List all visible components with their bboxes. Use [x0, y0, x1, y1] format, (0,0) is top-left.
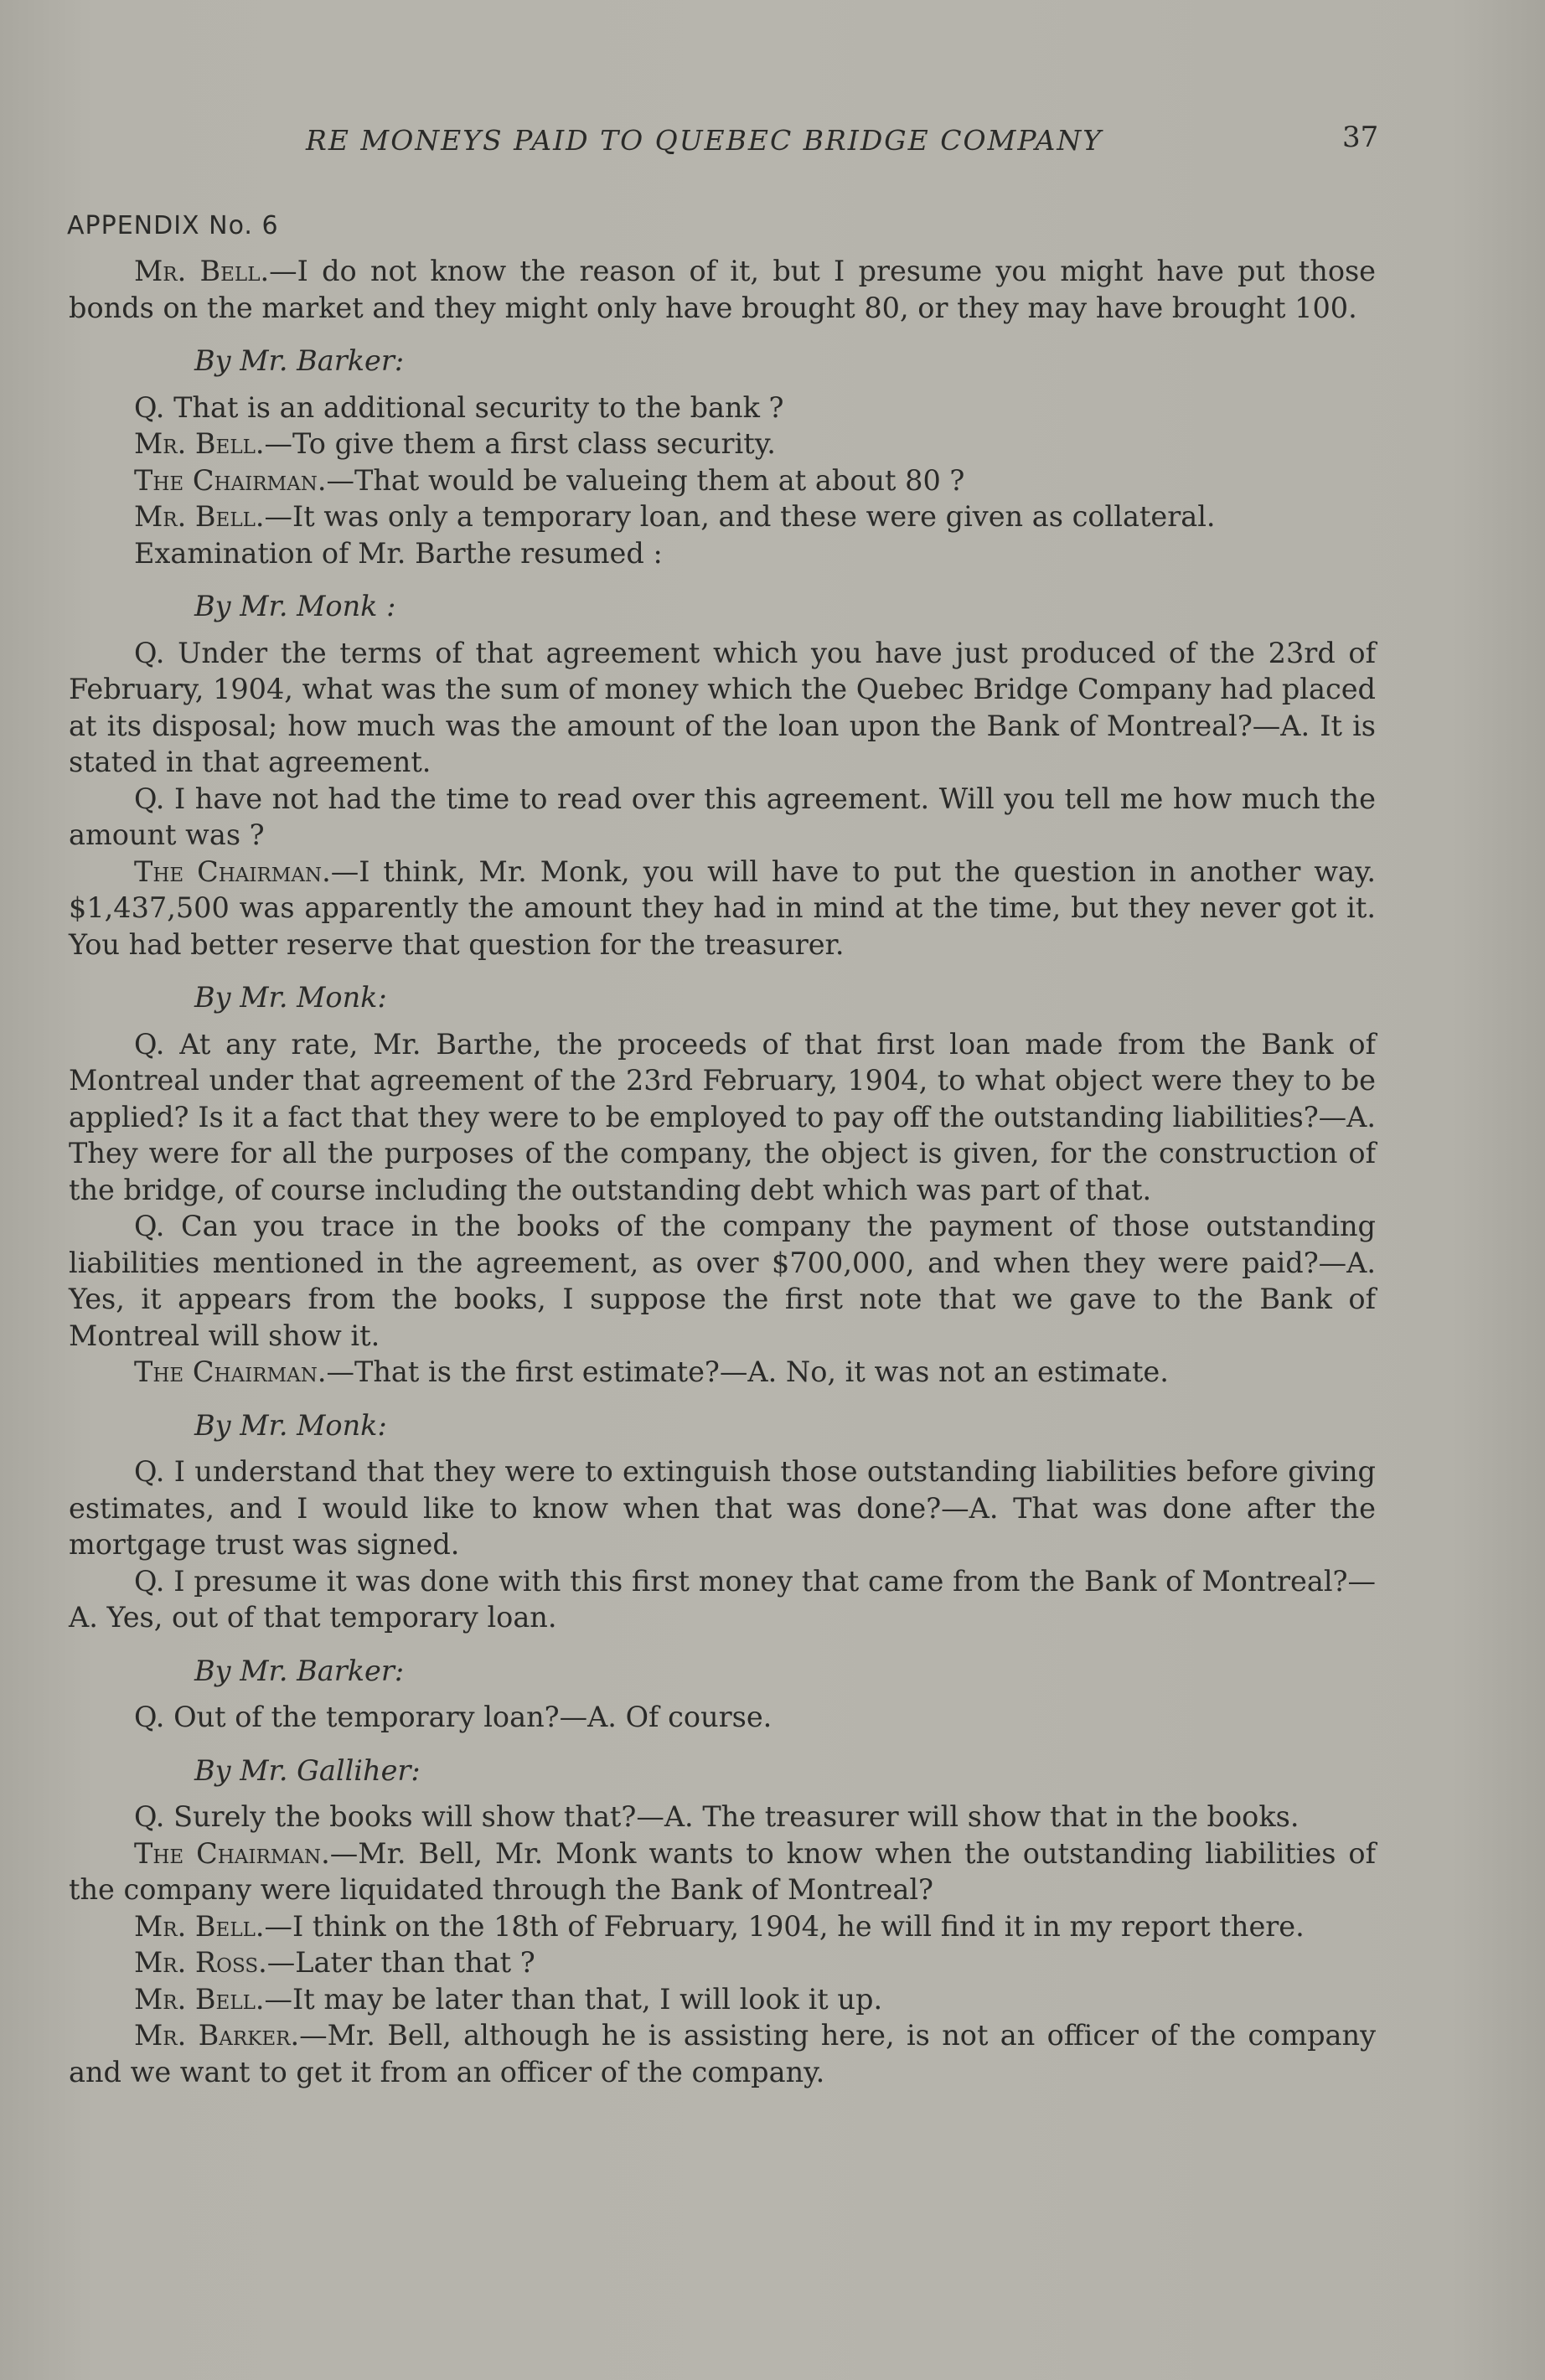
speaker-name: Mr. Bell. [134, 1909, 265, 1943]
examiner-byline: By Mr. Barker: [194, 344, 405, 377]
page-number: 37 [1342, 121, 1379, 154]
testimony-paragraph [69, 1354, 1376, 1391]
testimony-paragraph [69, 1908, 1376, 1945]
examiner-byline: By Mr. Monk: [194, 981, 387, 1014]
testimony-paragraph [69, 1208, 1376, 1354]
paragraph-text: —That is the first estimate?—A. No, it was not an estimate. [326, 1355, 1169, 1388]
speaker-name: Mr. Bell. [134, 500, 265, 533]
testimony-paragraph [69, 1835, 1376, 1908]
examiner-byline: By Mr. Galliher: [194, 1753, 421, 1787]
testimony-paragraph [69, 535, 1376, 572]
document-body [69, 253, 1376, 2090]
testimony-paragraph [69, 1563, 1376, 1636]
paragraph-text: Q. I presume it was done with this first money that came from the Bank of Montreal?—A. Yes, out of that temporary loan. [69, 1564, 1376, 1634]
testimony-paragraph [69, 1944, 1376, 1981]
examiner-byline: By Mr. Monk: [194, 1408, 387, 1442]
paragraph-text: —Mr. Bell, although he is assisting here, is not an officer of the company and we want to get it from an officer of the company. [69, 2019, 1377, 2088]
testimony-paragraph [69, 781, 1376, 854]
examiner-byline: By Mr. Monk : [194, 590, 396, 622]
page-header [0, 121, 1545, 166]
paragraph-text: —I think, Mr. Monk, you will have to put the question in another way. $1,437,500 was apparently the amount they had in mind at the time, but they never got it. You had better reserve that question for the treasurer. [69, 854, 1377, 961]
paragraph-text: —It was only a temporary loan, and these were given as collateral. [264, 500, 1216, 533]
paragraph-text: Q. I have not had the time to read over this agreement. Will you tell me how much the amount was ? [69, 782, 1376, 851]
speaker-name: Mr. Ross. [134, 1946, 267, 1979]
paragraph-text: —Mr. Bell, Mr. Monk wants to know when the outstanding liabilities of the company were liquidated through the Bank of Montreal? [69, 1836, 1376, 1906]
speaker-name: The Chairman. [134, 854, 331, 888]
examiner-byline: By Mr. Barker: [194, 1654, 405, 1687]
paragraph-text: —That would be valueing them at about 80 ? [326, 463, 965, 497]
testimony-paragraph [69, 854, 1376, 963]
speaker-name: Mr. Bell. [134, 427, 265, 460]
speaker-name: The Chairman. [134, 463, 327, 497]
testimony-paragraph [69, 253, 1376, 326]
testimony-paragraph [69, 498, 1376, 535]
testimony-paragraph [69, 2017, 1376, 2090]
testimony-paragraph [69, 1026, 1376, 1209]
speaker-name: Mr. Bell. [134, 255, 270, 287]
testimony-paragraph [69, 635, 1376, 781]
paragraph-text: Q. Surely the books will show that?—A. The treasurer will show that in the books. [134, 1800, 1300, 1833]
paragraph-text: Q. Can you trace in the books of the company the payment of those outstanding liabilities mentioned in the agreement, as over $700,000, and when they were paid?—A. Yes, it appears from the books, I suppose the first note that we gave to the Bank of Montreal will show it. [69, 1210, 1376, 1352]
testimony-paragraph [69, 1799, 1376, 1835]
running-head: RE MONEYS PAID TO QUEBEC BRIDGE COMPANY [306, 124, 1103, 157]
speaker-name: The Chairman. [134, 1355, 327, 1388]
testimony-paragraph [69, 1981, 1376, 2018]
testimony-paragraph [69, 390, 1376, 426]
paragraph-text: Q. I understand that they were to extinguish those outstanding liabilities before giving estimates, and I would like to know when that was done?—A. That was done after the mortgage trust was signed. [69, 1455, 1376, 1561]
paragraph-text: Q. Under the terms of that agreement which you have just produced of the 23rd of February, 1904, what was the sum of money which the Quebec Bridge Company had placed at its disposal; how much was the amount of the loan upon the Bank of Montreal?—A. It is stated in that agreement. [69, 636, 1376, 778]
speaker-name: Mr. Barker. [134, 2019, 300, 2052]
paragraph-text: —I do not know the reason of it, but I presume you might have put those bonds on the market and they might only have brought 80, or they may have brought 100. [69, 255, 1376, 324]
paragraph-text: Q. That is an additional security to the bank ? [134, 390, 784, 424]
testimony-paragraph [69, 1453, 1376, 1563]
appendix-label: APPENDIX No. 6 [67, 211, 279, 240]
paragraph-text: —To give them a first class security. [264, 427, 776, 460]
paragraph-text: Examination of Mr. Barthe resumed : [134, 536, 663, 570]
paragraph-text: Q. At any rate, Mr. Barthe, the proceeds of that first loan made from the Bank of Montreal under that agreement of the 23rd February, 1904, to what object were they to be applied? Is it a fact that they were to be employed to pay off the outstanding liabilities?—A. They were for all the purposes of the company, the object is given, for the construction of the bridge, of course including the outstanding debt which was part of that. [69, 1027, 1376, 1206]
speaker-name: Mr. Bell. [134, 1982, 265, 2016]
paragraph-text: —Later than that ? [266, 1946, 535, 1979]
testimony-paragraph [69, 462, 1376, 499]
testimony-paragraph [69, 1699, 1376, 1736]
paragraph-text: —I think on the 18th of February, 1904, he will find it in my report there. [264, 1909, 1305, 1943]
paragraph-text: Q. Out of the temporary loan?—A. Of course. [134, 1701, 772, 1733]
speaker-name: The Chairman. [134, 1836, 330, 1870]
testimony-paragraph [69, 426, 1376, 462]
paragraph-text: —It may be later than that, I will look it up. [264, 1982, 883, 2016]
